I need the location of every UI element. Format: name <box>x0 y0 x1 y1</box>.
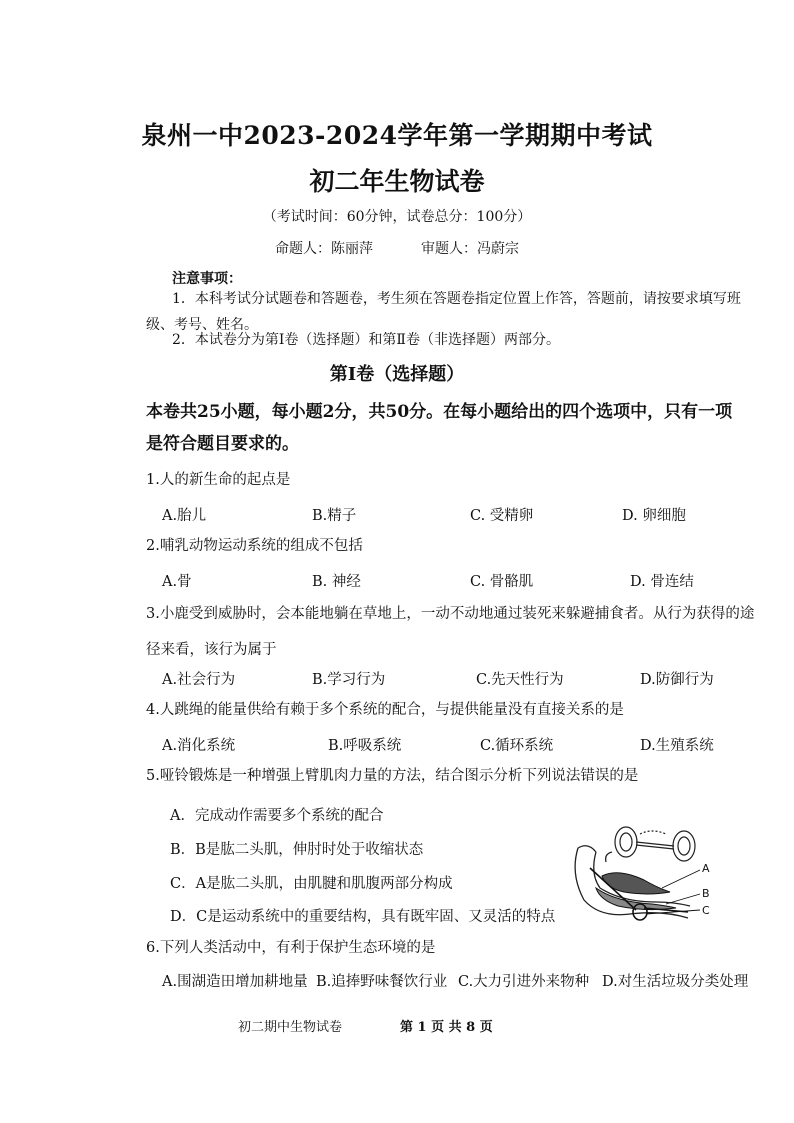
arm-muscle-diagram <box>566 818 716 928</box>
option-b: B.追捧野味餐饮行业 <box>316 974 448 990</box>
option-d: D. 骨连结 <box>630 574 694 590</box>
option-b: B.学习行为 <box>312 672 386 688</box>
option-c: C.大力引进外来物种 <box>458 974 590 990</box>
figure-label-c: C <box>702 904 710 917</box>
exam-title: 泉州一中2023-2024学年第一学期期中考试 <box>141 121 653 150</box>
question-5-stem: 5.哑铃锻炼是一种增强上臂肌肉力量的方法，结合图示分析下列说法错误的是 <box>146 768 639 784</box>
question-5-option-a: A．完成动作需要多个系统的配合 <box>170 808 384 824</box>
exam-subtitle: 初二年生物试卷 <box>309 167 485 196</box>
arm-muscle-drawing <box>566 818 716 928</box>
exam-info: （考试时间：60分钟，试卷总分：100分） <box>262 209 532 225</box>
option-d: D.防御行为 <box>640 672 714 688</box>
option-c: C. 受精卵 <box>470 508 534 524</box>
question-3-options <box>162 668 762 692</box>
authors-line <box>0 238 794 258</box>
section-intro: 本卷共25小题，每小题2分，共50分。在每小题给出的四个选项中，只有一项是符合题目要求的。 <box>146 402 733 454</box>
question-1-stem: 1.人的新生命的起点是 <box>146 472 291 488</box>
question-2-options <box>162 570 762 594</box>
section-title: 第Ⅰ卷（选择题） <box>329 364 465 385</box>
question-6-options <box>162 970 762 994</box>
question-4-options <box>162 734 762 758</box>
option-a: A.胎儿 <box>162 508 207 524</box>
author: 命题人：陈丽萍 <box>275 241 373 257</box>
dumbbell-icon <box>615 827 695 861</box>
question-5-option-b: B．B是肱二头肌，伸肘时处于收缩状态 <box>170 842 424 858</box>
question-2-stem: 2.哺乳动物运动系统的组成不包括 <box>146 538 363 554</box>
muscle-a <box>602 873 670 894</box>
option-c: C.先天性行为 <box>476 672 564 688</box>
question-5-option-d: D．C是运动系统中的重要结构，具有既牢固、又灵活的特点 <box>170 909 556 925</box>
figure-label-b: B <box>702 887 710 900</box>
option-a: A.围湖造田增加耕地量 <box>162 974 308 990</box>
question-1-options <box>162 504 762 528</box>
option-b: B.精子 <box>312 508 357 524</box>
option-d: D.对生活垃圾分类处理 <box>602 974 749 990</box>
option-b: B. 神经 <box>312 574 361 590</box>
option-a: A.骨 <box>162 574 192 590</box>
option-c: C. 骨骼肌 <box>470 574 534 590</box>
option-d: D.生殖系统 <box>640 738 714 754</box>
footer-title: 初二期中生物试卷 <box>238 1020 343 1035</box>
question-6-stem: 6.下列人类活动中，有利于保护生态环境的是 <box>146 940 436 956</box>
option-b: B.呼吸系统 <box>328 738 402 754</box>
option-d: D. 卵细胞 <box>622 508 686 524</box>
footer-page-number: 第 1 页 共 8 页 <box>400 1020 493 1035</box>
figure-label-a: A <box>702 862 710 875</box>
reviewer: 审题人：冯蔚宗 <box>421 241 519 257</box>
option-a: A.消化系统 <box>162 738 236 754</box>
question-5-option-c: C．A是肱二头肌，由肌腱和肌腹两部分构成 <box>170 876 453 892</box>
option-a: A.社会行为 <box>162 672 236 688</box>
notice-heading: 注意事项： <box>172 271 242 287</box>
option-c: C.循环系统 <box>480 738 554 754</box>
question-3-stem: 3.小鹿受到威胁时，会本能地躺在草地上，一动不动地通过装死来躲避捕食者。从行为获得的途径来看，该行为属于 <box>146 606 755 658</box>
notice-item-1: 1．本科考试分试题卷和答题卷，考生须在答题卷指定位置上作答，答题前，请按要求填写班级、考号、姓名。 <box>146 291 741 333</box>
question-4-stem: 4.人跳绳的能量供给有赖于多个系统的配合，与提供能量没有直接关系的是 <box>146 702 624 718</box>
notice-item-2: 2．本试卷分为第Ⅰ卷（选择题）和第Ⅱ卷（非选择题）两部分。 <box>172 332 560 348</box>
